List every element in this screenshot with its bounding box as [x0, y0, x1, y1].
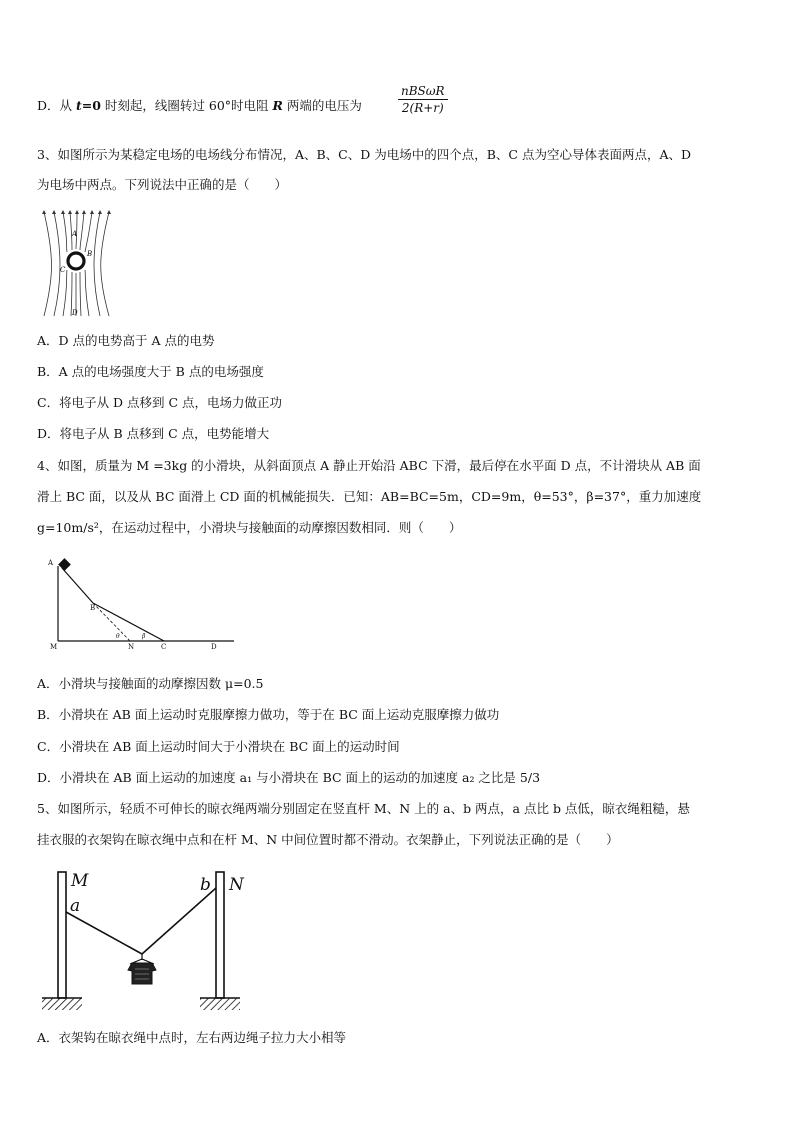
- q5-stem-line1: 5、如图所示，轻质不可伸长的晾衣绳两端分别固定在竖直杆 M、N 上的 a、b 两点，a 点比 b 点低，晾衣绳粗糙，悬: [37, 801, 690, 816]
- q3-stem-line1: 3、如图所示为某稳定电场的电场线分布情况，A、B、C、D 为电场中的四个点，B、C 点为空心导体表面两点，A、D: [37, 147, 691, 162]
- variable-t: t: [76, 98, 82, 113]
- q3-option-a: A．D 点的电势高于 A 点的电势: [37, 333, 215, 348]
- q3-stem-line2: 为电场中两点。下列说法中正确的是（ ）: [37, 177, 288, 192]
- fraction-denominator: 2(R+r): [401, 101, 444, 115]
- q4-stem-line3: g=10m/s²，在运动过程中，小滑块与接触面的动摩擦因数相同．则（ ）: [37, 520, 462, 535]
- q3-option-d: D．将电子从 B 点移到 C 点，电势能增大: [37, 426, 270, 441]
- q5-stem-line2: 挂衣服的衣架钩在晾衣绳中点和在杆 M、N 中间位置时都不滑动。衣架静止，下列说法正确的是（ ）: [37, 832, 619, 847]
- q4-stem-line1: 4、如图，质量为 M =3kg 的小滑块，从斜面顶点 A 静止开始沿 ABC 下滑，最后停在水平面 D 点，不计滑块从 AB 面: [37, 458, 701, 473]
- q2-option-d: [37, 98, 362, 114]
- incline-figure: [44, 556, 240, 652]
- label-m: M: [50, 643, 58, 651]
- q2-option-d-middle: 时刻起，线圈转过 60°时电阻: [100, 98, 273, 113]
- clothesline-figure: [38, 864, 258, 1016]
- q3-option-b: B．A 点的电场强度大于 B 点的电场强度: [37, 364, 264, 379]
- q5-option-a: A．衣架钩在晾衣绳中点时，左右两边绳子拉力大小相等: [37, 1030, 347, 1045]
- fraction-numerator: nBSωR: [398, 84, 448, 100]
- eq-zero: =0: [81, 98, 101, 113]
- label-c: C: [161, 643, 167, 651]
- label-c: C: [60, 266, 66, 274]
- q3-option-c: C．将电子从 D 点移到 C 点，电场力做正功: [37, 395, 283, 410]
- label-n: N: [128, 643, 135, 651]
- q4-stem-line2: 滑上 BC 面，以及从 BC 面滑上 CD 面的机械能损失．已知：AB=BC=5m，CD=9m，θ=53°，β=37°，重力加速度: [37, 489, 702, 504]
- q4-option-b: B．小滑块在 AB 面上运动时克服摩擦力做功，等于在 BC 面上运动克服摩擦力做功: [37, 707, 500, 722]
- voltage-fraction: [398, 84, 448, 116]
- label-d: D: [211, 643, 217, 651]
- q2-option-d-prefix: D．从: [37, 98, 76, 113]
- label-b: B: [87, 250, 93, 258]
- q4-option-d: D．小滑块在 AB 面上运动的加速度 a₁ 与小滑块在 BC 面上的运动的加速度 a₂ 之比是 5/3: [37, 770, 541, 785]
- label-a: A: [48, 559, 54, 567]
- label-b: B: [90, 604, 96, 612]
- label-n: N: [229, 875, 244, 895]
- q4-option-c: C．小滑块在 AB 面上运动时间大于小滑块在 BC 面上的运动时间: [37, 739, 400, 754]
- label-m: M: [71, 871, 89, 891]
- label-a: A: [72, 230, 78, 238]
- label-b: b: [200, 875, 211, 895]
- variable-r: R: [272, 98, 283, 113]
- q2-option-d-suffix: 两端的电压为: [282, 98, 362, 113]
- label-d: D: [72, 309, 78, 317]
- q4-option-a: A．小滑块与接触面的动摩擦因数 μ=0.5: [37, 676, 264, 691]
- label-a: a: [70, 896, 81, 916]
- electric-field-figure: [36, 206, 116, 322]
- label-beta: β: [142, 633, 146, 640]
- label-theta: θ: [116, 633, 120, 640]
